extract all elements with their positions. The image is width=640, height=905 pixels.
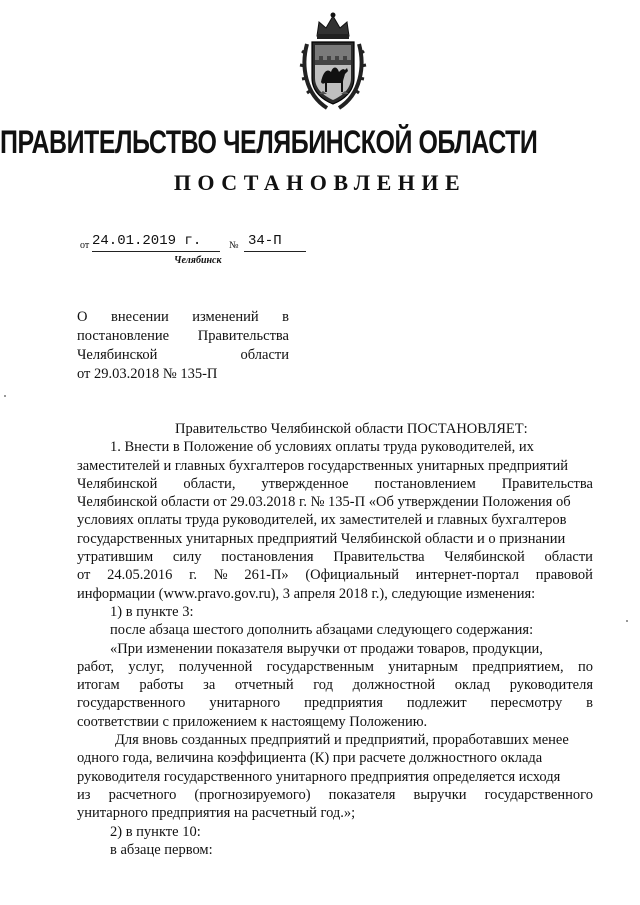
date-underline [92,251,220,252]
body-word: (Официальный [305,567,399,584]
body-word: унитарным [388,658,458,675]
body-word: работы [139,677,184,694]
body-word: утратившим [77,549,154,566]
number-underline [244,251,306,252]
body-line [77,475,593,493]
body-word: предприятия [304,695,383,712]
body-word: г. [189,567,198,584]
body-word: Челябинской [444,549,525,566]
body-word: постановления [221,549,314,566]
decree-subject [77,308,289,384]
body-word: итогам [77,677,120,694]
subject-line [77,327,289,346]
body-word: Челябинской [77,475,158,492]
body-word: пересмотру [490,695,563,712]
subject-word: области [240,347,289,363]
document-type-title: ПОСТАНОВЛЕНИЕ [173,170,467,195]
body-word: № [213,567,228,584]
body-word: по [577,658,593,675]
body-line [77,548,593,566]
body-word: из [77,786,91,803]
body-line: 1. Внести в Положение об условиях оплаты труда руководителей, их [110,439,534,456]
body-word: оклад [454,677,491,694]
body-word: услуг, [128,658,165,675]
subject-word: в [282,309,289,325]
subject-word: изменений [192,309,259,325]
body-line: информации (www.pravo.gov.ru), 3 апреля 2018 г.), следующие изменения: [77,585,536,602]
subject-word: постановление [77,328,170,344]
body-word: отчетный [234,677,294,694]
body-word: постановлением [374,475,476,492]
body-line: Челябинской области от 29.03.2018 г. № 135-П «Об утверждении Положения об [77,494,571,511]
subject-line [77,346,289,365]
body-line: условиях оплаты труда руководителей, их заместителей и главных бухгалтеров [77,512,567,529]
body-word: области [544,549,593,566]
subject-line [77,365,289,384]
subject-word: О [77,309,88,325]
body-word: Правительства [333,549,425,566]
body-line: Для вновь созданных предприятий и предприятий, проработавших менее [115,732,569,749]
body-word: расчетного [108,786,177,803]
subject-line [77,308,289,327]
body-word: подлежит [406,695,467,712]
body-word: 261-П» [244,567,289,584]
body-word: государственного [77,695,186,712]
body-line: 2) в пункте 10: [110,823,201,840]
body-line [77,658,593,676]
body-word: год [313,677,333,694]
body-word: государственным [266,658,374,675]
body-word: в [586,695,593,712]
body-word: полученной [178,658,253,675]
body-line [77,566,593,584]
body-word: за [203,677,216,694]
body-line: Правительство Челябинской области ПОСТАНОВЛЯЕТ: [175,421,528,437]
body-line: «При изменении показателя выручки от продажи товаров, продукции, [110,640,543,657]
decree-date-field: 24.01.2019 г. [92,233,202,249]
body-word: выручки [413,786,467,803]
date-prefix-label: от [80,240,90,251]
body-word: показателя [328,786,396,803]
body-word: области, [183,475,236,492]
subject-word: внесении [111,309,169,325]
body-word: должностной [352,677,436,694]
body-word: государственного [484,786,593,803]
body-word: 24.05.2016 [107,567,173,584]
decree-number-field: 34-П [248,233,282,249]
body-word: (прогнозируемого) [194,786,311,803]
body-word: правовой [535,567,593,584]
scan-speck [4,395,6,397]
body-word: предприятием, [472,658,564,675]
body-line: руководителя государственного унитарного предприятия определяется исходя [77,768,561,785]
body-word: от [77,567,91,584]
body-word: руководителя [509,677,593,694]
body-word: унитарного [209,695,281,712]
body-line: после абзаца шестого дополнить абзацами следующего содержания: [110,622,534,639]
body-word: интернет-портал [415,567,520,584]
government-title: ПРАВИТЕЛЬСТВО ЧЕЛЯБИНСКОЙ ОБЛАСТИ [0,124,538,160]
body-line: заместителей и главных бухгалтеров государственных унитарных предприятий [77,457,569,474]
body-line: соответствии с приложением к настоящему Положению. [77,713,428,730]
city-label: Челябинск [174,255,222,266]
number-sign-label: № [229,240,239,251]
subject-word: от 29.03.2018 № 135-П [77,366,218,382]
body-line [77,786,593,804]
body-line [77,694,593,712]
body-word: работ, [77,658,114,675]
body-word: Правительства [501,475,593,492]
scan-speck [626,620,628,622]
body-word: утвержденное [261,475,349,492]
body-word: силу [172,549,202,566]
chelyabinsk-coat-of-arms-icon [297,10,369,114]
body-line: государственных унитарных предприятий Челябинской области и о признании [77,530,566,547]
body-line [77,676,593,694]
body-line: 1) в пункте 3: [110,603,194,620]
subject-word: Правительства [197,328,289,344]
body-line: в абзаце первом: [110,841,213,858]
body-line: одного года, величина коэффициента (К) при расчете должностного оклада [77,750,543,767]
subject-word: Челябинской [77,347,158,363]
body-line: унитарного предприятия на расчетный год.»; [77,805,356,822]
decree-body [77,420,593,859]
